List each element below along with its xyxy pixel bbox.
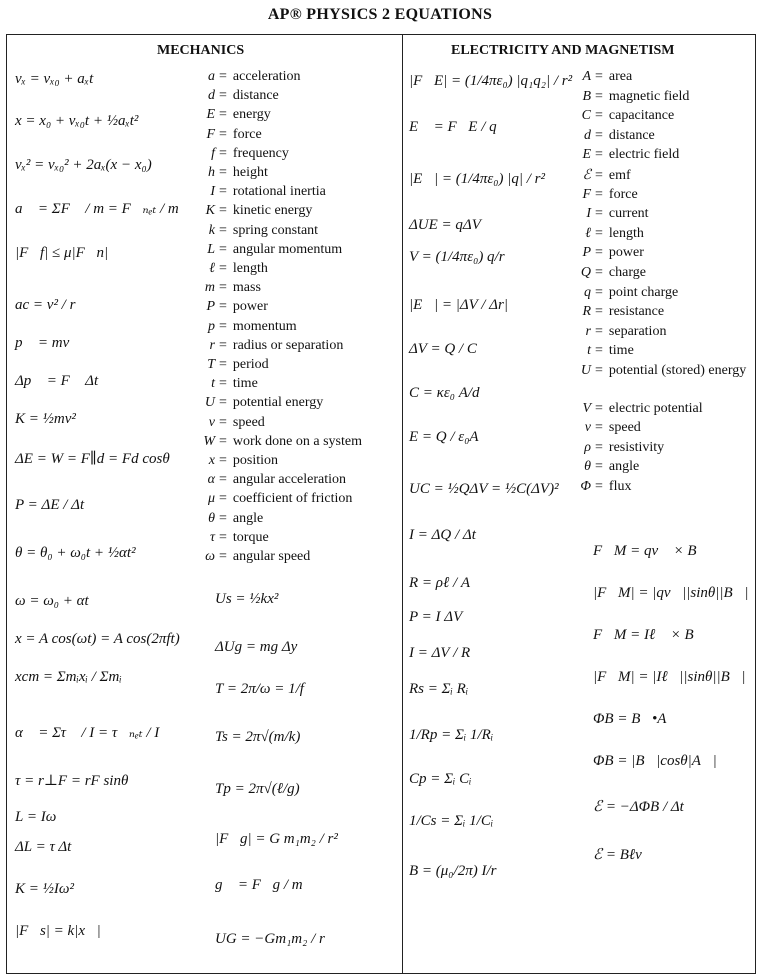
definition-text: mass (232, 280, 261, 296)
mechanics-equation: K = ½Iω² (15, 881, 74, 897)
definition-text: angular speed (232, 549, 311, 564)
em-equation: ℰ = −ΔΦB / Δt (593, 799, 684, 815)
em-definition: B = magnetic field (563, 89, 689, 105)
mechanics-panel (6, 34, 403, 974)
definition-text: area (608, 69, 633, 84)
definition-text: force (608, 186, 638, 202)
mechanics-equation: P = ΔE / Δt (15, 497, 85, 513)
definition-text: length (232, 261, 268, 276)
em-equation: B = (μ₀/2π) I/r (409, 863, 497, 879)
definition-text: electric potential (608, 400, 703, 416)
mechanics-equation: a⃗ = ΣF⃗ / m = F⃗ₙₑₜ / m (15, 201, 179, 217)
definition-text: resistivity (608, 439, 665, 455)
definition-symbol: h (208, 165, 215, 180)
definition-text: angular acceleration (232, 472, 346, 488)
em-definition: C = capacitance (563, 108, 674, 124)
mechanics-definition: F = force (187, 127, 262, 143)
mechanics-equation: α⃗ = Στ⃗ / I = τ⃗ₙₑₜ / I (15, 725, 160, 741)
definition-symbol: E (582, 147, 591, 163)
em-definition: Φ = flux (563, 479, 631, 495)
mechanics-definition: I = rotational inertia (187, 184, 326, 200)
mechanics-definition: U = potential energy (187, 395, 323, 411)
definition-text: position (232, 453, 279, 468)
mechanics-equation: Δp⃗ = F⃗ Δt (15, 373, 99, 389)
em-definition: q = point charge (563, 285, 678, 301)
mechanics-definition: f = frequency (187, 146, 289, 162)
em-equation: F⃗M = qv⃗ × B⃗ (593, 543, 709, 559)
definition-text: time (232, 376, 258, 392)
definition-symbol: a (208, 69, 215, 84)
definition-text: torque (232, 529, 269, 545)
definition-text: capacitance (608, 108, 675, 124)
definition-symbol: I (586, 206, 591, 222)
definition-symbol: ρ (584, 439, 591, 455)
mechanics-equation: ΔE = W = F∥d = Fd cosθ (15, 451, 170, 467)
mechanics-equation: xcm = Σmᵢxᵢ / Σmᵢ (15, 669, 122, 685)
em-definition: I = current (563, 206, 649, 222)
em-equation: ΦB = |B⃗|cosθ|A⃗| (593, 753, 717, 769)
mechanics-equation: θ = θ₀ + ω₀t + ½αt² (15, 545, 136, 561)
mechanics-definition: μ = coefficient of friction (187, 491, 352, 507)
mechanics-equation: vₓ = vₓ₀ + aₓt (15, 71, 94, 87)
definition-text: rotational inertia (232, 184, 326, 200)
definition-symbol: r (585, 323, 591, 339)
definition-text: radius or separation (232, 337, 344, 353)
em-equation: E = Q / ε₀A (409, 429, 479, 445)
definition-symbol: U (204, 395, 215, 411)
em-equation: I = ΔQ / Δt (409, 527, 476, 543)
mechanics-definition: α = angular acceleration (187, 472, 346, 488)
definition-text: separation (608, 323, 667, 339)
em-definition: P = power (563, 245, 644, 261)
definition-symbol: t (211, 376, 215, 392)
definition-text: electric field (608, 147, 680, 163)
definition-symbol: r (209, 337, 215, 353)
definition-text: angle (608, 459, 640, 475)
definition-text: momentum (232, 318, 297, 334)
definition-text: emf (608, 168, 631, 183)
definition-symbol: ℓ (209, 261, 215, 276)
mechanics-definition: L = angular momentum (187, 242, 342, 258)
mechanics-definition: r = radius or separation (187, 338, 343, 354)
mechanics-equation: T = 2π/ω = 1/f (215, 681, 304, 697)
em-equation: 1/Rp = Σᵢ 1/Rᵢ (409, 727, 494, 743)
em-definition: ℓ = length (563, 226, 644, 242)
mechanics-equation: |F⃗f| ≤ μ|F⃗n| (15, 245, 109, 261)
definition-text: potential energy (232, 395, 324, 411)
definition-text: energy (232, 107, 271, 123)
definition-symbol: d (208, 88, 215, 104)
em-equation: |E⃗| = (1/4πε₀) |q| / r² (409, 171, 545, 187)
definition-symbol: V (582, 400, 591, 416)
definition-text: height (232, 165, 268, 180)
mechanics-equation: ω = ω₀ + αt (15, 593, 89, 609)
definition-text: speed (608, 420, 641, 436)
mechanics-definition: W = work done on a system (187, 434, 362, 450)
mechanics-equation: ΔL = τ Δt (15, 839, 72, 855)
em-definition: r = separation (563, 324, 666, 340)
definition-symbol: v (584, 420, 591, 436)
mechanics-definition: θ = angle (187, 511, 263, 527)
em-panel (402, 34, 756, 974)
definition-symbol: α (207, 472, 215, 488)
em-equation: Rs = Σᵢ Rᵢ (409, 681, 469, 697)
mechanics-definition: h = height (187, 165, 268, 181)
definition-text: period (232, 357, 269, 372)
em-equation: R = ρℓ / A (409, 575, 471, 591)
em-definition: R = resistance (563, 304, 664, 320)
definition-symbol: θ (208, 510, 215, 526)
definition-symbol: L (207, 241, 215, 257)
definition-symbol: A (582, 69, 591, 84)
em-definition: ρ = resistivity (563, 440, 664, 456)
definition-symbol: E (206, 107, 215, 123)
em-equation: UC = ½QΔV = ½C(ΔV)² (409, 481, 559, 497)
mechanics-equation: |F⃗g| = G m₁m₂ / r² (215, 831, 338, 847)
mechanics-equation: g⃗ = F⃗g / m (215, 877, 303, 893)
definition-symbol: τ (209, 529, 215, 545)
mechanics-definition: m = mass (187, 280, 261, 296)
mechanics-definition: ω = angular speed (187, 549, 310, 565)
definition-symbol: ω (205, 549, 215, 564)
definition-symbol: C (581, 108, 591, 124)
definition-symbol: θ (584, 459, 591, 475)
definition-text: current (608, 206, 649, 222)
mechanics-equation: vₓ² = vₓ₀² + 2aₓ(x − x₀) (15, 157, 152, 173)
mechanics-equation: p⃗ = mv⃗ (15, 335, 81, 351)
em-equation: C = κε₀ A/d (409, 385, 480, 401)
mechanics-definition: τ = torque (187, 530, 269, 546)
em-equation: |E⃗| = |ΔV / Δr| (409, 297, 508, 313)
mechanics-definition: E = energy (187, 107, 271, 123)
definition-symbol: P (206, 299, 215, 315)
definition-symbol: ℰ (582, 168, 591, 183)
definition-text: magnetic field (608, 88, 690, 104)
definition-symbol: P (582, 245, 591, 261)
mechanics-equation: |F⃗s| = k|x⃗| (15, 923, 101, 939)
mechanics-equation: Ts = 2π√(m/k) (215, 729, 301, 745)
em-equation: ΦB = B⃗•A⃗ (593, 711, 679, 727)
definition-symbol: f (211, 145, 215, 161)
definition-symbol: ℓ (585, 225, 591, 241)
definition-text: distance (232, 88, 279, 104)
definition-text: power (232, 299, 268, 315)
em-equation: ℰ = Bℓv (593, 847, 642, 863)
definition-symbol: K (205, 203, 215, 219)
definition-symbol: I (210, 184, 215, 200)
definition-symbol: Φ (580, 479, 591, 494)
mechanics-equation: x = x₀ + vₓ₀t + ½aₓt² (15, 113, 139, 129)
definition-text: kinetic energy (232, 203, 313, 219)
mechanics-definition: P = power (187, 299, 268, 315)
definition-symbol: Q (580, 265, 591, 280)
mechanics-definition: p = momentum (187, 319, 297, 335)
em-definition: Q = charge (563, 265, 646, 281)
definition-text: acceleration (232, 69, 301, 84)
em-equation: ΔV = Q / C (409, 341, 477, 357)
em-definition: U = potential (stored) energy (563, 363, 746, 379)
mechanics-heading: MECHANICS (157, 43, 245, 58)
definition-text: speed (232, 414, 265, 430)
definition-symbol: p (208, 318, 215, 334)
mechanics-definition: K = kinetic energy (187, 203, 312, 219)
em-equation: 1/Cs = Σᵢ 1/Cᵢ (409, 813, 494, 829)
definition-text: length (608, 225, 644, 241)
mechanics-definition: k = spring constant (187, 223, 318, 239)
definition-text: distance (608, 127, 655, 143)
definition-text: charge (608, 265, 646, 280)
definition-text: time (608, 343, 634, 359)
definition-text: resistance (608, 304, 665, 320)
definition-symbol: F (582, 186, 591, 202)
definition-symbol: x (208, 453, 215, 468)
em-equation: I = ΔV / R (409, 645, 471, 661)
definition-text: angular momentum (232, 241, 343, 257)
em-heading: ELECTRICITY AND MAGNETISM (451, 43, 675, 58)
mechanics-equation: Us = ½kx² (215, 591, 279, 607)
em-definition: θ = angle (563, 459, 639, 475)
definition-text: force (232, 126, 262, 142)
em-definition: E = electric field (563, 147, 679, 163)
definition-symbol: m (204, 280, 215, 296)
definition-symbol: q (584, 284, 591, 300)
mechanics-definition: v = speed (187, 415, 265, 431)
definition-text: power (608, 245, 644, 261)
definition-symbol: d (584, 127, 591, 143)
definition-text: spring constant (232, 222, 319, 238)
definition-symbol: F (206, 126, 215, 142)
em-definition: ℰ = emf (563, 167, 631, 184)
definition-text: potential (stored) energy (608, 363, 747, 378)
em-equation: ΔUE = qΔV (409, 217, 481, 233)
em-definition: F = force (563, 187, 638, 203)
definition-symbol: U (580, 363, 591, 378)
mechanics-definition: d = distance (187, 88, 279, 104)
em-equation: V = (1/4πε₀) q/r (409, 249, 505, 265)
definition-symbol: R (582, 304, 591, 320)
mechanics-definition: T = period (187, 357, 269, 373)
definition-symbol: B (582, 88, 591, 104)
mechanics-definition: x = position (187, 453, 278, 469)
definition-text: point charge (608, 284, 679, 300)
em-equation: P = I ΔV (409, 609, 463, 625)
mechanics-equation: K = ½mv² (15, 411, 76, 427)
definition-symbol: t (587, 343, 591, 359)
definition-symbol: μ (207, 491, 215, 507)
page-title: AP® PHYSICS 2 EQUATIONS (267, 6, 493, 23)
mechanics-definition: ℓ = length (187, 261, 268, 277)
mechanics-equation: ac = v² / r (15, 297, 76, 313)
definition-symbol: W (203, 433, 215, 449)
em-equation: |F⃗M| = |qv⃗||sinθ||B⃗| (593, 585, 749, 601)
em-equation: Cp = Σᵢ Cᵢ (409, 771, 472, 787)
definition-text: frequency (232, 145, 289, 161)
definition-text: angle (232, 510, 264, 526)
mechanics-definition: t = time (187, 376, 258, 392)
definition-text: work done on a system (232, 433, 362, 449)
em-equation: E⃗ = F⃗E / q (409, 119, 497, 135)
definition-text: coefficient of friction (232, 491, 353, 507)
em-equation: |F⃗M| = |Iℓ⃗||sinθ||B⃗| (593, 669, 746, 685)
em-definition: v = speed (563, 420, 641, 436)
em-definition: d = distance (563, 128, 655, 144)
definition-symbol: k (208, 222, 215, 238)
em-equation: |F⃗E| = (1/4πε₀) |q₁q₂| / r² (409, 73, 573, 89)
em-definition: A = area (563, 69, 632, 85)
mechanics-definition: a = acceleration (187, 69, 301, 85)
definition-symbol: T (207, 357, 215, 372)
mechanics-equation: τ = r⊥F = rF sinθ (15, 773, 129, 789)
mechanics-equation: UG = −Gm₁m₂ / r (215, 931, 325, 947)
em-definition: t = time (563, 343, 634, 359)
em-equation: F⃗M = Iℓ⃗ × B⃗ (593, 627, 706, 643)
em-definition: V = electric potential (563, 401, 703, 417)
mechanics-equation: ΔUg = mg Δy (215, 639, 298, 655)
definition-symbol: v (208, 414, 215, 430)
definition-text: flux (608, 479, 632, 494)
mechanics-equation: Tp = 2π√(ℓ/g) (215, 781, 300, 797)
mechanics-equation: L = Iω (15, 809, 57, 825)
mechanics-equation: x = A cos(ωt) = A cos(2πft) (15, 631, 180, 647)
